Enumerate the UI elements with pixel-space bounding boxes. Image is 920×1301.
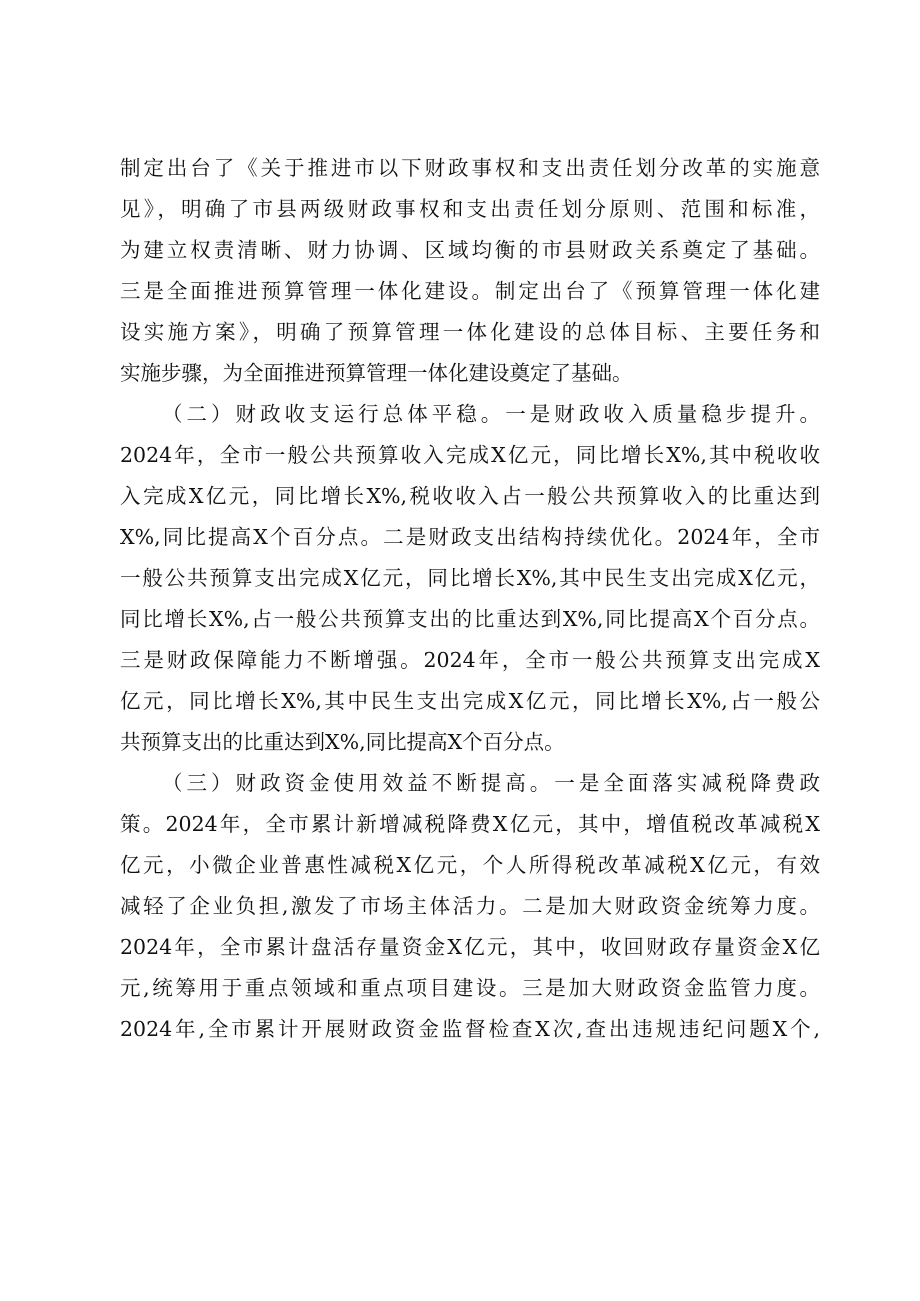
text-line: 见》，明确了市县两级财政事权和支出责任划分原则、范围和标准， bbox=[120, 197, 820, 221]
text-line: 2024年,全市累计开展财政资金监督检查X次,查出违规违纪问题X个, bbox=[120, 1017, 820, 1041]
text-line: X%,同比提高X个百分点。二是财政支出结构持续优化。2024年，全市 bbox=[120, 525, 820, 549]
section-heading-line: （二）财政收支运行总体平稳。一是财政收入质量稳步提升。 bbox=[162, 402, 820, 426]
text-line: 一般公共预算支出完成X亿元，同比增长X%,其中民生支出完成X亿元， bbox=[120, 566, 820, 590]
text-line: 入完成X亿元，同比增长X%,税收收入占一般公共预算收入的比重达到 bbox=[120, 484, 820, 508]
text-line: 设实施方案》，明确了预算管理一体化建设的总体目标、主要任务和 bbox=[120, 320, 820, 344]
text-line: 三是财政保障能力不断增强。2024年，全市一般公共预算支出完成X bbox=[120, 648, 820, 672]
text-line: 实施步骤，为全面推进预算管理一体化建设奠定了基础。 bbox=[120, 361, 633, 385]
text-line: 同比增长X%,占一般公共预算支出的比重达到X%,同比提高X个百分点。 bbox=[120, 607, 820, 631]
text-line: 共预算支出的比重达到X%,同比提高X个百分点。 bbox=[120, 730, 565, 754]
body-text bbox=[120, 148, 820, 1050]
section-heading-line: （三）财政资金使用效益不断提高。一是全面落实减税降费政 bbox=[162, 771, 820, 795]
text-line: 元,统筹用于重点领域和重点项目建设。三是加大财政资金监管力度。 bbox=[120, 976, 820, 1000]
text-line: 为建立权责清晰、财力协调、区域均衡的市县财政关系奠定了基础。 bbox=[120, 238, 820, 262]
text-line: 策。2024年，全市累计新增减税降费X亿元，其中，增值税改革减税X bbox=[120, 812, 820, 836]
text-line: 减轻了企业负担,激发了市场主体活力。二是加大财政资金统筹力度。 bbox=[120, 894, 820, 918]
text-line: 制定出台了《关于推进市以下财政事权和支出责任划分改革的实施意 bbox=[120, 156, 820, 180]
text-line: 2024年，全市一般公共预算收入完成X亿元，同比增长X%,其中税收收 bbox=[120, 443, 820, 467]
text-line: 亿元，小微企业普惠性减税X亿元，个人所得税改革减税X亿元，有效 bbox=[120, 853, 820, 877]
text-line: 三是全面推进预算管理一体化建设。制定出台了《预算管理一体化建 bbox=[120, 279, 820, 303]
text-line: 2024年，全市累计盘活存量资金X亿元，其中，收回财政存量资金X亿 bbox=[120, 935, 820, 959]
text-line: 亿元，同比增长X%,其中民生支出完成X亿元，同比增长X%,占一般公 bbox=[120, 689, 820, 713]
